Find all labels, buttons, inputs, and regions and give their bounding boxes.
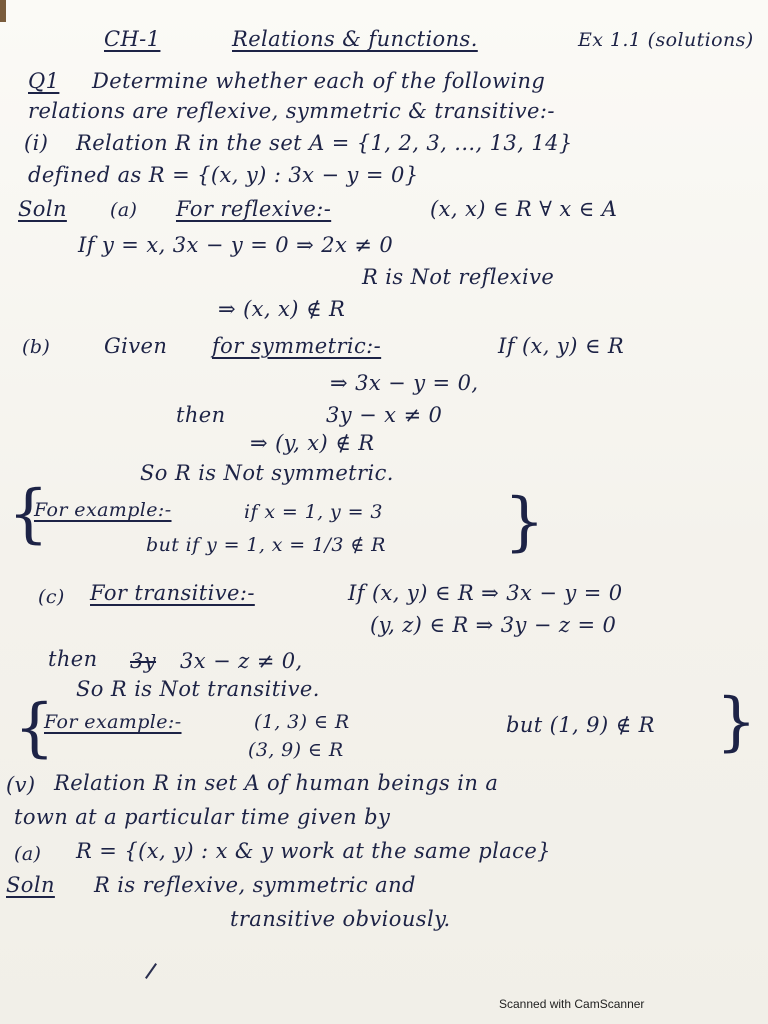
part-v-solution-1: R is reflexive, symmetric and bbox=[94, 873, 416, 897]
part-v-line-2: town at a particular time given by bbox=[14, 805, 391, 829]
right-brace: } bbox=[504, 485, 545, 559]
sub-a-label: (a) bbox=[110, 199, 138, 221]
part-v-label: (v) bbox=[6, 773, 36, 797]
pen-mark bbox=[145, 963, 157, 979]
question-line-1: Determine whether each of the following bbox=[92, 69, 546, 93]
chapter-label: CH-1 bbox=[104, 27, 161, 51]
symmetric-given: Given bbox=[104, 334, 168, 358]
part-v-definition: R = {(x, y) : x & y work at the same place} bbox=[76, 839, 551, 863]
struck-text: 3y bbox=[130, 649, 157, 673]
reflexive-arrow: ⇒ (x, x) ∉ R bbox=[218, 297, 346, 321]
symmetric-step-1: ⇒ 3x − y = 0, bbox=[330, 371, 479, 395]
transitive-then: then bbox=[48, 647, 98, 671]
question-number: Q1 bbox=[28, 69, 60, 93]
right-brace: } bbox=[716, 685, 757, 759]
part-i-definition: defined as R = {(x, y) : 3x − y = 0} bbox=[28, 163, 419, 187]
symmetric-example-1: if x = 1, y = 3 bbox=[244, 501, 383, 523]
part-i-label: (i) bbox=[24, 131, 49, 155]
symmetric-heading: for symmetric:- bbox=[212, 334, 382, 358]
reflexive-if-line: If y = x, 3x − y = 0 ⇒ 2x ≠ 0 bbox=[78, 233, 394, 257]
sub-c-label: (c) bbox=[38, 586, 65, 608]
page-title: Relations & functions. bbox=[232, 27, 478, 51]
transitive-step: 3x − z ≠ 0, bbox=[180, 649, 303, 673]
left-brace: { bbox=[8, 477, 49, 551]
transitive-heading: For transitive:- bbox=[90, 581, 255, 605]
symmetric-then: then bbox=[176, 403, 226, 427]
symmetric-conclusion: So R is Not symmetric. bbox=[140, 461, 394, 485]
transitive-example-2: (3, 9) ∈ R bbox=[248, 739, 344, 761]
exercise-label: Ex 1.1 (solutions) bbox=[578, 29, 754, 51]
symmetric-example-2: but if y = 1, x = 1/3 ∉ R bbox=[146, 534, 386, 556]
example-heading: For example:- bbox=[44, 711, 182, 733]
transitive-example-but: but (1, 9) ∉ R bbox=[506, 713, 655, 737]
symmetric-step-3: ⇒ (y, x) ∉ R bbox=[250, 431, 375, 455]
left-brace: { bbox=[14, 691, 55, 765]
solution-label: Soln bbox=[18, 197, 67, 221]
solution-label: Soln bbox=[6, 873, 55, 897]
sub-b-label: (b) bbox=[22, 336, 51, 358]
transitive-if-2: (y, z) ∈ R ⇒ 3y − z = 0 bbox=[370, 613, 617, 637]
question-line-2: relations are reflexive, symmetric & transitive:- bbox=[28, 99, 555, 123]
part-v-line-1: Relation R in set A of human beings in a bbox=[54, 771, 499, 795]
transitive-example-1: (1, 3) ∈ R bbox=[254, 711, 350, 733]
part-i-statement: Relation R in the set A = {1, 2, 3, ..., 13, 14} bbox=[76, 131, 573, 155]
scanner-footer: Scanned with CamScanner bbox=[499, 997, 645, 1011]
transitive-conclusion: So R is Not transitive. bbox=[76, 677, 320, 701]
reflexive-heading: For reflexive:- bbox=[176, 197, 332, 221]
transitive-if: If (x, y) ∈ R ⇒ 3x − y = 0 bbox=[348, 581, 623, 605]
page-edge-mark bbox=[0, 0, 6, 22]
part-v-solution-2: transitive obviously. bbox=[230, 907, 451, 931]
example-heading: For example:- bbox=[34, 499, 172, 521]
reflexive-result: R is Not reflexive bbox=[362, 265, 555, 289]
symmetric-step-2: 3y − x ≠ 0 bbox=[326, 403, 443, 427]
reflexive-condition: (x, x) ∈ R ∀ x ∈ A bbox=[430, 197, 618, 221]
part-v-a-label: (a) bbox=[14, 843, 42, 865]
symmetric-if: If (x, y) ∈ R bbox=[498, 334, 625, 358]
